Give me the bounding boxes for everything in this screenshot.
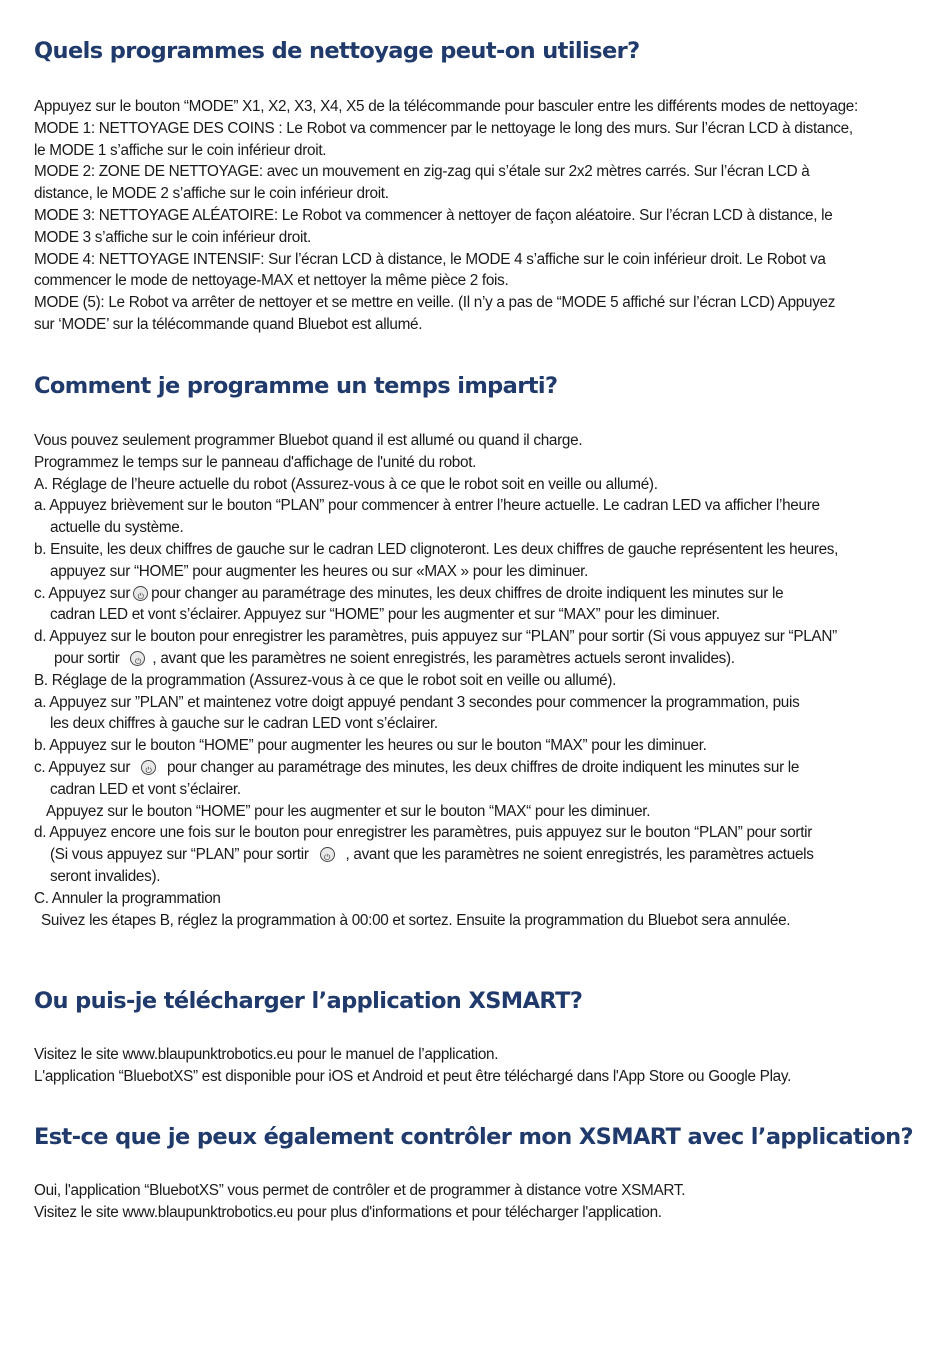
text-line: [34, 757, 944, 779]
cleaning-modes-text: [34, 96, 944, 336]
text-line: a. Appuyez sur ”PLAN” et maintenez votre doigt appuyé pendant 3 secondes pour commencer la programmation, puis: [34, 693, 800, 711]
text-line: B. Réglage de la programmation (Assurez-vous à ce que le robot soit en veille ou allumé).: [34, 671, 617, 689]
text-line: Appuyez sur le bouton “MODE” X1, X2, X3, X4, X5 de la télécommande pour basculer entre les différents modes de nettoyage:: [34, 98, 858, 115]
text-line: b. Ensuite, les deux chiffres de gauche sur le cadran LED clignoteront. Les deux chiffres de gauche représentent les heures,: [34, 540, 839, 558]
text-line: [34, 583, 944, 605]
text-segment: pour changer au paramétrage des minutes, les deux chiffres de droite indiquent les minutes sur le: [151, 584, 784, 602]
text-line: Programmez le temps sur le panneau d'affichage de l'unité du robot.: [34, 453, 477, 471]
text-line: cadran LED et vont s’éclairer.: [50, 780, 241, 798]
text-line: Oui, l'application “BluebotXS” vous permet de contrôler et de programmer à distance votre XSMART.: [34, 1182, 686, 1199]
text-line: MODE (5): Le Robot va arrêter de nettoyer et se mettre en veille. (Il n’y a pas de “MODE 5 affiché sur l’écran LCD) Appuyez: [34, 294, 836, 312]
text-line: Vous pouvez seulement programmer Bluebot quand il est allumé ou quand il charge.: [34, 432, 583, 449]
text-line: Appuyez sur le bouton “HOME” pour les augmenter et sur le bouton “MAX“ pour les diminuer.: [46, 802, 651, 820]
text-segment: c. Appuyez sur: [34, 758, 131, 776]
text-line: seront invalides).: [50, 867, 161, 885]
heading-download-app: Ou puis-je télécharger l’application XSMART?: [34, 988, 583, 1014]
text-line: C. Annuler la programmation: [34, 889, 221, 907]
text-line: appuyez sur “HOME” pour augmenter les heures ou sur «MAX » pour les diminuer.: [50, 562, 589, 580]
power-button-icon: [133, 586, 148, 601]
text-line: Visitez le site www.blaupunktrobotics.eu pour le manuel de l’application.: [34, 1046, 499, 1063]
text-line: actuelle du système.: [50, 519, 184, 537]
power-button-icon: [130, 651, 145, 666]
text-line: MODE 3 s’affiche sur le coin inférieur droit.: [34, 228, 311, 246]
text-line: le MODE 1 s’affiche sur le coin inférieur droit.: [34, 141, 327, 159]
schedule-instructions-text: [34, 430, 944, 931]
text-line: distance, le MODE 2 s’affiche sur le coin inférieur droit.: [34, 185, 389, 203]
text-line: sur ‘MODE’ sur la télécommande quand Bluebot est allumé.: [34, 315, 423, 333]
text-line: MODE 4: NETTOYAGE INTENSIF: Sur l’écran LCD à distance, le MODE 4 s’affiche sur le coin inférieur droit. Le Robot va: [34, 250, 826, 268]
text-line: commencer le mode de nettoyage-MAX et nettoyer la même pièce 2 fois.: [34, 272, 509, 290]
text-segment: pour changer au paramétrage des minutes, les deux chiffres de droite indiquent les minutes sur le: [166, 758, 800, 776]
text-line: [34, 648, 944, 670]
text-line: Suivez les étapes B, réglez la programmation à 00:00 et sortez. Ensuite la programmation du Bluebot sera annulée.: [41, 911, 791, 929]
app-control-text: [34, 1180, 944, 1224]
text-line: cadran LED et vont s’éclairer. Appuyez sur “HOME” pour les augmenter et sur “MAX” pour les diminuer.: [50, 606, 720, 624]
text-segment: , avant que les paramètres ne soient enregistrés, les paramètres actuels seront invalides).: [152, 649, 735, 667]
text-line: Visitez le site www.blaupunktrobotics.eu pour plus d'informations et pour télécharger l'application.: [34, 1203, 662, 1221]
text-line: MODE 1: NETTOYAGE DES COINS : Le Robot va commencer par le nettoyage le long des murs. Sur l’écran LCD à distance,: [34, 119, 853, 137]
text-line: [34, 844, 944, 866]
text-segment: (Si vous appuyez sur “PLAN” pour sortir: [50, 846, 309, 864]
heading-cleaning-programs: Quels programmes de nettoyage peut-on utiliser?: [34, 38, 640, 64]
text-line: MODE 3: NETTOYAGE ALÉATOIRE: Le Robot va commencer à nettoyer de façon aléatoire. Sur l’écran LCD à distance, le: [34, 206, 833, 224]
heading-schedule-time: Comment je programme un temps imparti?: [34, 373, 558, 399]
download-app-text: [34, 1044, 944, 1088]
text-line: b. Appuyez sur le bouton “HOME” pour augmenter les heures ou sur le bouton “MAX” pour les diminuer.: [34, 737, 707, 755]
text-line: a. Appuyez brièvement sur le bouton “PLAN” pour commencer à entrer l’heure actuelle. Le cadran LED va afficher l’heure: [34, 497, 820, 515]
power-button-icon: [320, 847, 335, 862]
text-line: d. Appuyez encore une fois sur le bouton pour enregistrer les paramètres, puis appuyez sur le bouton “PLAN” pour sortir: [34, 824, 813, 842]
text-segment: pour sortir: [54, 649, 120, 667]
heading-app-control: Est-ce que je peux également contrôler mon XSMART avec l’application?: [34, 1124, 913, 1150]
text-line: les deux chiffres à gauche sur le cadran LED vont s’éclairer.: [50, 715, 438, 733]
text-line: MODE 2: ZONE DE NETTOYAGE: avec un mouvement en zig-zag qui s’étale sur 2x2 mètres carrés. Sur l’écran LCD à: [34, 163, 810, 181]
text-segment: c. Appuyez sur: [34, 584, 131, 602]
text-segment: , avant que les paramètres ne soient enregistrés, les paramètres actuels: [345, 846, 814, 864]
text-line: d. Appuyez sur le bouton pour enregistrer les paramètres, puis appuyez sur “PLAN” pour sortir (Si vous appuyez sur “PLAN”: [34, 628, 837, 646]
text-line: L'application “BluebotXS” est disponible pour iOS et Android et peut être téléchargé dans l'App Store ou Google Play.: [34, 1067, 792, 1085]
power-button-icon: [141, 760, 156, 775]
text-line: A. Réglage de l’heure actuelle du robot (Assurez-vous à ce que le robot soit en veille ou allumé).: [34, 475, 658, 493]
